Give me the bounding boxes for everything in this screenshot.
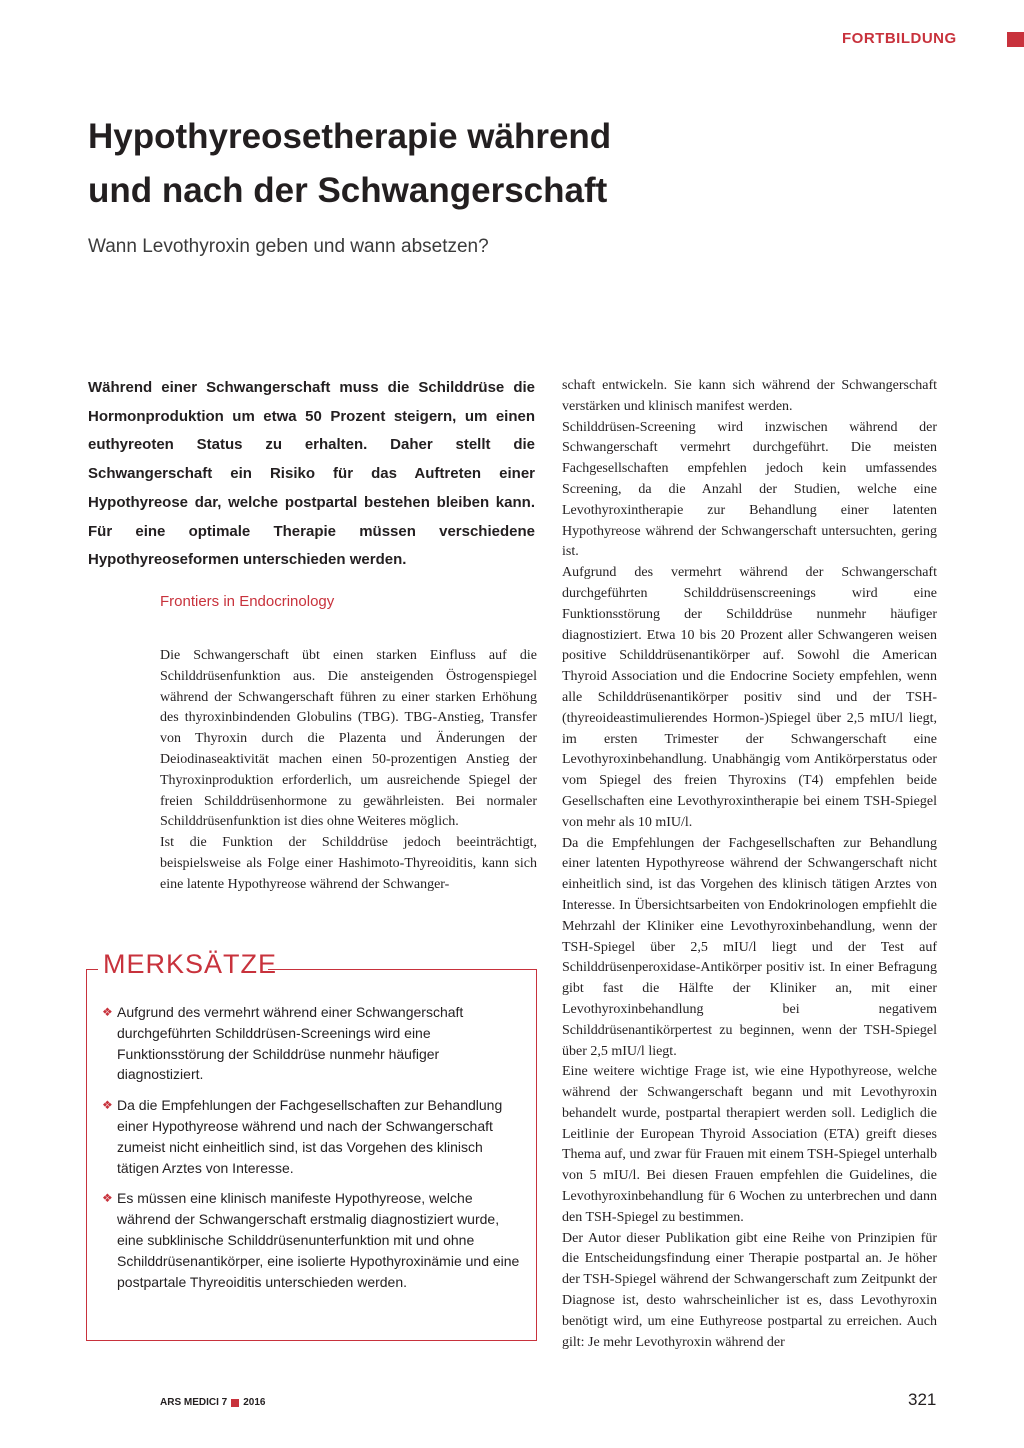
paragraph: Da die Empfehlungen der Fachgesellschaften zur Behandlung einer latenten Hypothyreose während der Schwangerschaft nicht einheitlich sind, ist das Vorgehen des klinisch tätigen Arztes von Interesse. In Übersichtsarbeiten von Endokrinologen empfiehlt die Mehrzahl der Kliniker eine Levothyroxinbehandlung, wenn der TSH-Spiegel über 2,5 mIU/l liegt und der Test auf Schilddrüsenperoxidase-Antikörper positiv ist. In einer Befragung gibt fast die Hälfte der Kliniker an, mit einer Levothyroxinbehandlung bei negativem Schilddrüsenantikörpertest zu beginnen, wenn der TSH-Spiegel über 2,5 mIU/l liegt. bbox=[562, 835, 937, 1059]
paragraph: Eine weitere wichtige Frage ist, wie eine Hypothyreose, welche während der Schwangerschaft begann und mit Levothyroxin behandelt wurde, postpartal therapiert werden soll. Lediglich die Leitlinie der European Thyroid Association (ETA) greift dieses Thema auf, und zwar für Frauen mit einem TSH-Spiegel unterhalb von 5 mIU/l. Bei diesen Frauen empfehlen die Guidelines, die Levothyroxinbehandlung für 6 Wochen zu unterbrechen und dann den TSH-Spiegel zu bestimmen. bbox=[562, 1064, 937, 1225]
article-subtitle: Wann Levothyroxin geben und wann absetzen? bbox=[88, 236, 489, 257]
paragraph: Schilddrüsen-Screening wird inzwischen während der Schwangerschaft vermehrt durchgeführt. Die meisten Fachgesellschaften empfehlen jedoch kein umfassendes Screening, da die Anzahl der Studien, welche eine Levothyroxintherapie zur Behandlung einer latenten Hypothyreose während der Schwangerschaft untersuchten, gering ist. bbox=[562, 419, 937, 560]
paragraph: Ist die Funktion der Schilddrüse jedoch beeinträchtigt, beispielsweise als Folge einer Hashimoto-Thyreoiditis, kann sich eine latente Hypothyreose während der Schwanger- bbox=[160, 835, 537, 892]
article-title bbox=[88, 110, 788, 218]
paragraph: schaft entwickeln. Sie kann sich während der Schwangerschaft verstärken und klinisch manifest werden. bbox=[562, 378, 937, 414]
page-number: 321 bbox=[908, 1390, 937, 1409]
merksaetze-item bbox=[102, 1188, 520, 1292]
merksaetze-list bbox=[102, 1002, 520, 1302]
diamond-bullet-icon: ❖ bbox=[102, 1191, 113, 1206]
article-title-line-1: Hypothyreosetherapie während bbox=[88, 117, 612, 156]
body-column-middle bbox=[160, 646, 537, 896]
article-title-line-2: und nach der Schwangerschaft bbox=[88, 171, 608, 210]
merksaetze-item-text: Es müssen eine klinisch manifeste Hypothyreose, welche während der Schwangerschaft erstmalig diagnostiziert wurde, eine subklinische Schilddrüsenunterfunktion mit und ohne Schilddrüsenantikörper, eine isolierte Hypothyroxinämie und eine postpartale Thyreoiditis unterschieden werden. bbox=[117, 1190, 520, 1290]
section-label: FORTBILDUNG bbox=[842, 30, 957, 47]
paragraph: Der Autor dieser Publikation gibt eine Reihe von Prinzipien für die Entscheidungsfindung einer Therapie postpartal an. Je höher der TSH-Spiegel während der Schwangerschaft zum Zeitpunkt der Diagnose ist, desto wahrscheinlicher ist es, dass Levothyroxin benötigt wird, um eine Euthyreose postpartal zu erreichen. Auch gilt: Je mehr Levothyroxin während der bbox=[562, 1230, 937, 1350]
paragraph: Aufgrund des vermehrt während der Schwangerschaft durchgeführten Schilddrüsenscreenings wird eine Funktionsstörung der Schilddrüse nunmehr häufiger diagnostiziert. Etwa 10 bis 20 Prozent aller Schwangeren weisen positive Schilddrüsenantikörper auf. Sowohl die American Thyroid Association und die Endocrine Society empfehlen, wenn alle Schilddrüsenantikörper positiv sind und der TSH-(thyreoideastimulierendes Hormon-)Spiegel über 2,5 mIU/l liegt, im ersten Trimester der Schwangerschaft eine Levothyroxinbehandlung. Unabhängig vom Antikörperstatus oder vom Spiegel des freien Thyroxins (T4) empfehlen beide Gesellschaften eine Levothyroxintherapie bei einem TSH-Spiegel von mehr als 10 mIU/l. bbox=[562, 565, 937, 830]
merksaetze-item bbox=[102, 1002, 520, 1085]
footer-square-icon bbox=[231, 1399, 239, 1407]
journal-name: ARS MEDICI 7 bbox=[160, 1397, 228, 1408]
section-marker-square bbox=[1007, 32, 1024, 47]
diamond-bullet-icon: ❖ bbox=[102, 1098, 113, 1113]
merksaetze-border-top-right bbox=[268, 969, 537, 970]
diamond-bullet-icon: ❖ bbox=[102, 1005, 113, 1019]
merksaetze-heading: MERKSÄTZE bbox=[103, 949, 278, 979]
article-source: Frontiers in Endocrinology bbox=[160, 593, 335, 610]
journal-year: 2016 bbox=[243, 1397, 266, 1408]
merksaetze-item-text: Da die Empfehlungen der Fachgesellschaften zur Behandlung einer Hypothyreose während und nach der Schwangerschaft zumeist nicht einheitlich sind, ist das Vorgehen des klinisch tätigen Arztes von Interesse. bbox=[117, 1097, 503, 1176]
article-lead: Während einer Schwangerschaft muss die Schilddrüse die Hormonproduktion um etwa 50 Prozent steigern, um einen euthyreoten Status zu erhalten. Daher stellt die Schwangerschaft ein Risiko für das Auftreten einer Hypothyreose dar, welche postpartal bestehen bleiben kann. Für eine optimale Therapie müssen verschiedene Hypothyreoseformen unterschieden werden. bbox=[88, 379, 535, 569]
merksaetze-item-text: Aufgrund des vermehrt während einer Schwangerschaft durchgeführten Schilddrüsen-Screenings wird eine Funktionsstörung der Schilddrüse nunmehr häufiger diagnostiziert. bbox=[117, 1004, 464, 1083]
paragraph: Die Schwangerschaft übt einen starken Einfluss auf die Schilddrüsenfunktion aus. Die ansteigenden Östrogenspiegel während der Schwangerschaft führen zu einer starken Erhöhung des thyroxinbindenden Globulins (TBG). TBG-Anstieg, Transfer von Thyroxin durch die Plazenta und Änderungen der Deiodinaseaktivität machen einen 50-prozentigen Anstieg der Thyroxinproduktion erforderlich, um ausreichende Spiegel der freien Schilddrüsenhormone zu gewährleisten. Bei normaler Schilddrüsenfunktion ist dies ohne Weiteres möglich. bbox=[160, 648, 537, 830]
merksaetze-border-top-left bbox=[86, 969, 98, 970]
body-column-right bbox=[562, 376, 937, 1353]
footer-journal bbox=[160, 1397, 265, 1408]
merksaetze-item bbox=[102, 1095, 520, 1178]
